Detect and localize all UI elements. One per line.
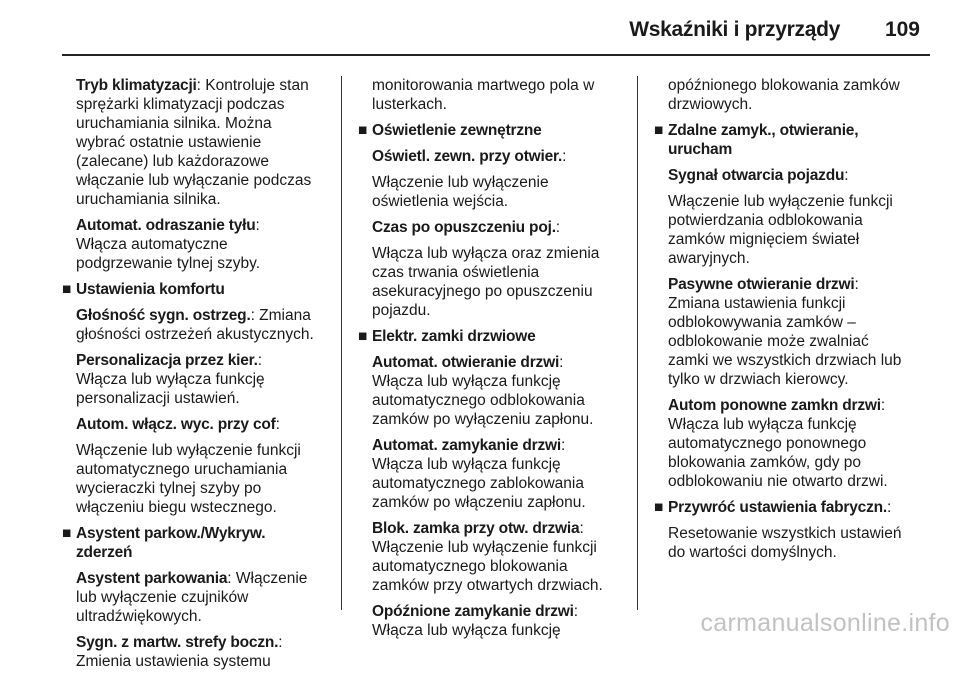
page-title: Wskaźniki i przyrządy <box>629 18 840 41</box>
bullet-icon: ■ <box>62 281 72 298</box>
setting-name: Tryb klimatyzacji <box>76 77 197 94</box>
bullet-icon: ■ <box>654 122 664 139</box>
page-header <box>0 10 960 50</box>
setting-text: monitorowania martwego pola w lusterkach. <box>372 77 595 113</box>
setting-description <box>358 244 610 320</box>
setting-text: : Kontroluje stan sprężarki klimatyzacji podczas uruchamiania silnika. Można wybrać ostatnie ustawienie (zalecane) lub każdorazowe włączanie lub wyłączanie podczas uruchamiania silnika. <box>76 77 312 208</box>
watermark: carmanualsonline.info <box>700 609 950 637</box>
setting-name: Oświetl. zewn. przy otwier. <box>372 148 563 165</box>
setting-description <box>358 602 610 640</box>
menu-section-item <box>358 121 610 140</box>
setting-text: opóźnionego blokowania zamków drzwiowych. <box>668 77 900 113</box>
setting-text: : Zmienia ustawienia systemu <box>76 634 283 670</box>
setting-name: Autom ponowne zamkn drzwi <box>668 397 881 414</box>
bullet-icon: ■ <box>654 499 664 516</box>
setting-description <box>62 216 314 273</box>
page-number: 109 <box>884 18 920 41</box>
setting-name: Automat. odraszanie tyłu <box>76 217 256 234</box>
column-divider-2 <box>637 76 638 610</box>
setting-name: Autom. włącz. wyc. przy cof <box>76 416 276 433</box>
menu-section-label: Elektr. zamki drzwiowe <box>372 328 536 345</box>
setting-name: Blok. zamka przy otw. drzwia <box>372 520 580 537</box>
menu-section-item <box>62 280 314 299</box>
text-column-1 <box>62 76 314 678</box>
menu-section-item <box>654 498 906 517</box>
setting-text: : Włączenie lub wyłączenie funkcji automatycznego blokowania zamków przy otwartych drzwiach. <box>372 520 603 594</box>
menu-section-label: Zdalne zamyk., otwieranie, urucham <box>668 122 859 158</box>
setting-description <box>62 633 314 671</box>
setting-description <box>654 76 906 114</box>
text-column-3 <box>654 76 906 569</box>
menu-section-suffix: : <box>887 499 892 516</box>
setting-description <box>62 306 314 344</box>
setting-description <box>62 415 314 434</box>
bullet-icon: ■ <box>358 122 368 139</box>
setting-name: Automat. zamykanie drzwi <box>372 437 561 454</box>
setting-description <box>654 166 906 185</box>
menu-section-label: Przywróć ustawienia fabryczn. <box>668 499 888 516</box>
setting-text: : Włącza lub wyłącza funkcję automatycznego zablokowania zamków po włączeniu zapłonu. <box>372 437 586 511</box>
setting-description <box>358 76 610 114</box>
setting-name: Sygnał otwarcia pojazdu <box>668 167 845 184</box>
setting-description <box>358 173 610 211</box>
setting-name: Głośność sygn. ostrzeg. <box>76 307 251 324</box>
setting-description <box>358 147 610 166</box>
column-divider-1 <box>341 76 342 610</box>
setting-description <box>654 192 906 268</box>
setting-text: : <box>555 219 561 236</box>
setting-name: Automat. otwieranie drzwi <box>372 354 560 371</box>
setting-text: Włączenie lub wyłączenie funkcji potwierdzania odblokowania zamków mignięciem świateł awaryjnych. <box>668 193 893 267</box>
setting-name: Sygn. z martw. strefy boczn. <box>76 634 279 651</box>
setting-text: : Włącza lub wyłącza funkcję personalizacji ustawień. <box>76 352 265 407</box>
setting-description <box>62 351 314 408</box>
text-column-2 <box>358 76 610 647</box>
setting-name: Personalizacja przez kier. <box>76 352 258 369</box>
setting-description <box>358 436 610 512</box>
setting-description <box>358 353 610 429</box>
setting-name: Opóźnione zamykanie drzwi <box>372 603 574 620</box>
setting-text: : Włącza lub wyłącza funkcję <box>372 603 579 639</box>
menu-section-item <box>358 327 610 346</box>
setting-name: Asystent parkowania <box>76 570 228 587</box>
setting-name: Pasywne otwieranie drzwi <box>668 276 855 293</box>
menu-section-label: Ustawienia komfortu <box>76 281 225 298</box>
bullet-icon: ■ <box>62 525 72 542</box>
setting-text: : Zmiana ustawienia funkcji odblokowywania zamków – odblokowanie może zwalniać zamki we wszystkich drzwiach lub tylko w drzwiach kierowcy. <box>668 276 902 388</box>
setting-description <box>62 441 314 517</box>
setting-name: Czas po opuszczeniu poj. <box>372 219 556 236</box>
header-divider <box>62 54 930 56</box>
setting-description <box>654 396 906 491</box>
setting-text: Resetowanie wszystkich ustawień do wartości domyślnych. <box>668 525 902 561</box>
setting-text: Włączenie lub wyłączenie oświetlenia wejścia. <box>372 174 549 210</box>
setting-description <box>654 275 906 389</box>
setting-text: : Zmiana głośności ostrzeżeń akustycznych. <box>76 307 314 343</box>
setting-description <box>358 519 610 595</box>
setting-description <box>358 218 610 237</box>
setting-text: : Włącza automatyczne podgrzewanie tylnej szyby. <box>76 217 261 272</box>
setting-text: : <box>562 148 567 165</box>
setting-description <box>62 76 314 209</box>
menu-section-item <box>62 524 314 562</box>
bullet-icon: ■ <box>358 328 368 345</box>
setting-text: : Włącza lub wyłącza funkcję automatycznego odblokowania zamków po wyłączeniu zapłonu. <box>372 354 594 428</box>
setting-text: : <box>844 167 849 184</box>
setting-text: : <box>275 416 280 433</box>
setting-text: Włączenie lub wyłączenie funkcji automatycznego uruchamiania wycieraczki tylnej szyby po włączeniu biegu wstecznego. <box>76 442 301 516</box>
setting-description <box>654 524 906 562</box>
setting-text: : Włączenie lub wyłączenie czujników ultradźwiękowych. <box>76 570 308 625</box>
menu-section-label: Oświetlenie zewnętrzne <box>372 122 542 139</box>
menu-section-item <box>654 121 906 159</box>
setting-text: Włącza lub wyłącza oraz zmienia czas trwania oświetlenia asekuracyjnego po opuszczeniu pojazdu. <box>372 245 600 319</box>
menu-section-label: Asystent parkow./Wykryw. zderzeń <box>76 525 266 561</box>
setting-text: : Włącza lub wyłącza funkcję automatycznego ponownego blokowania zamków, gdy po odblokowaniu nie otwarto drzwi. <box>668 397 888 490</box>
setting-description <box>62 569 314 626</box>
